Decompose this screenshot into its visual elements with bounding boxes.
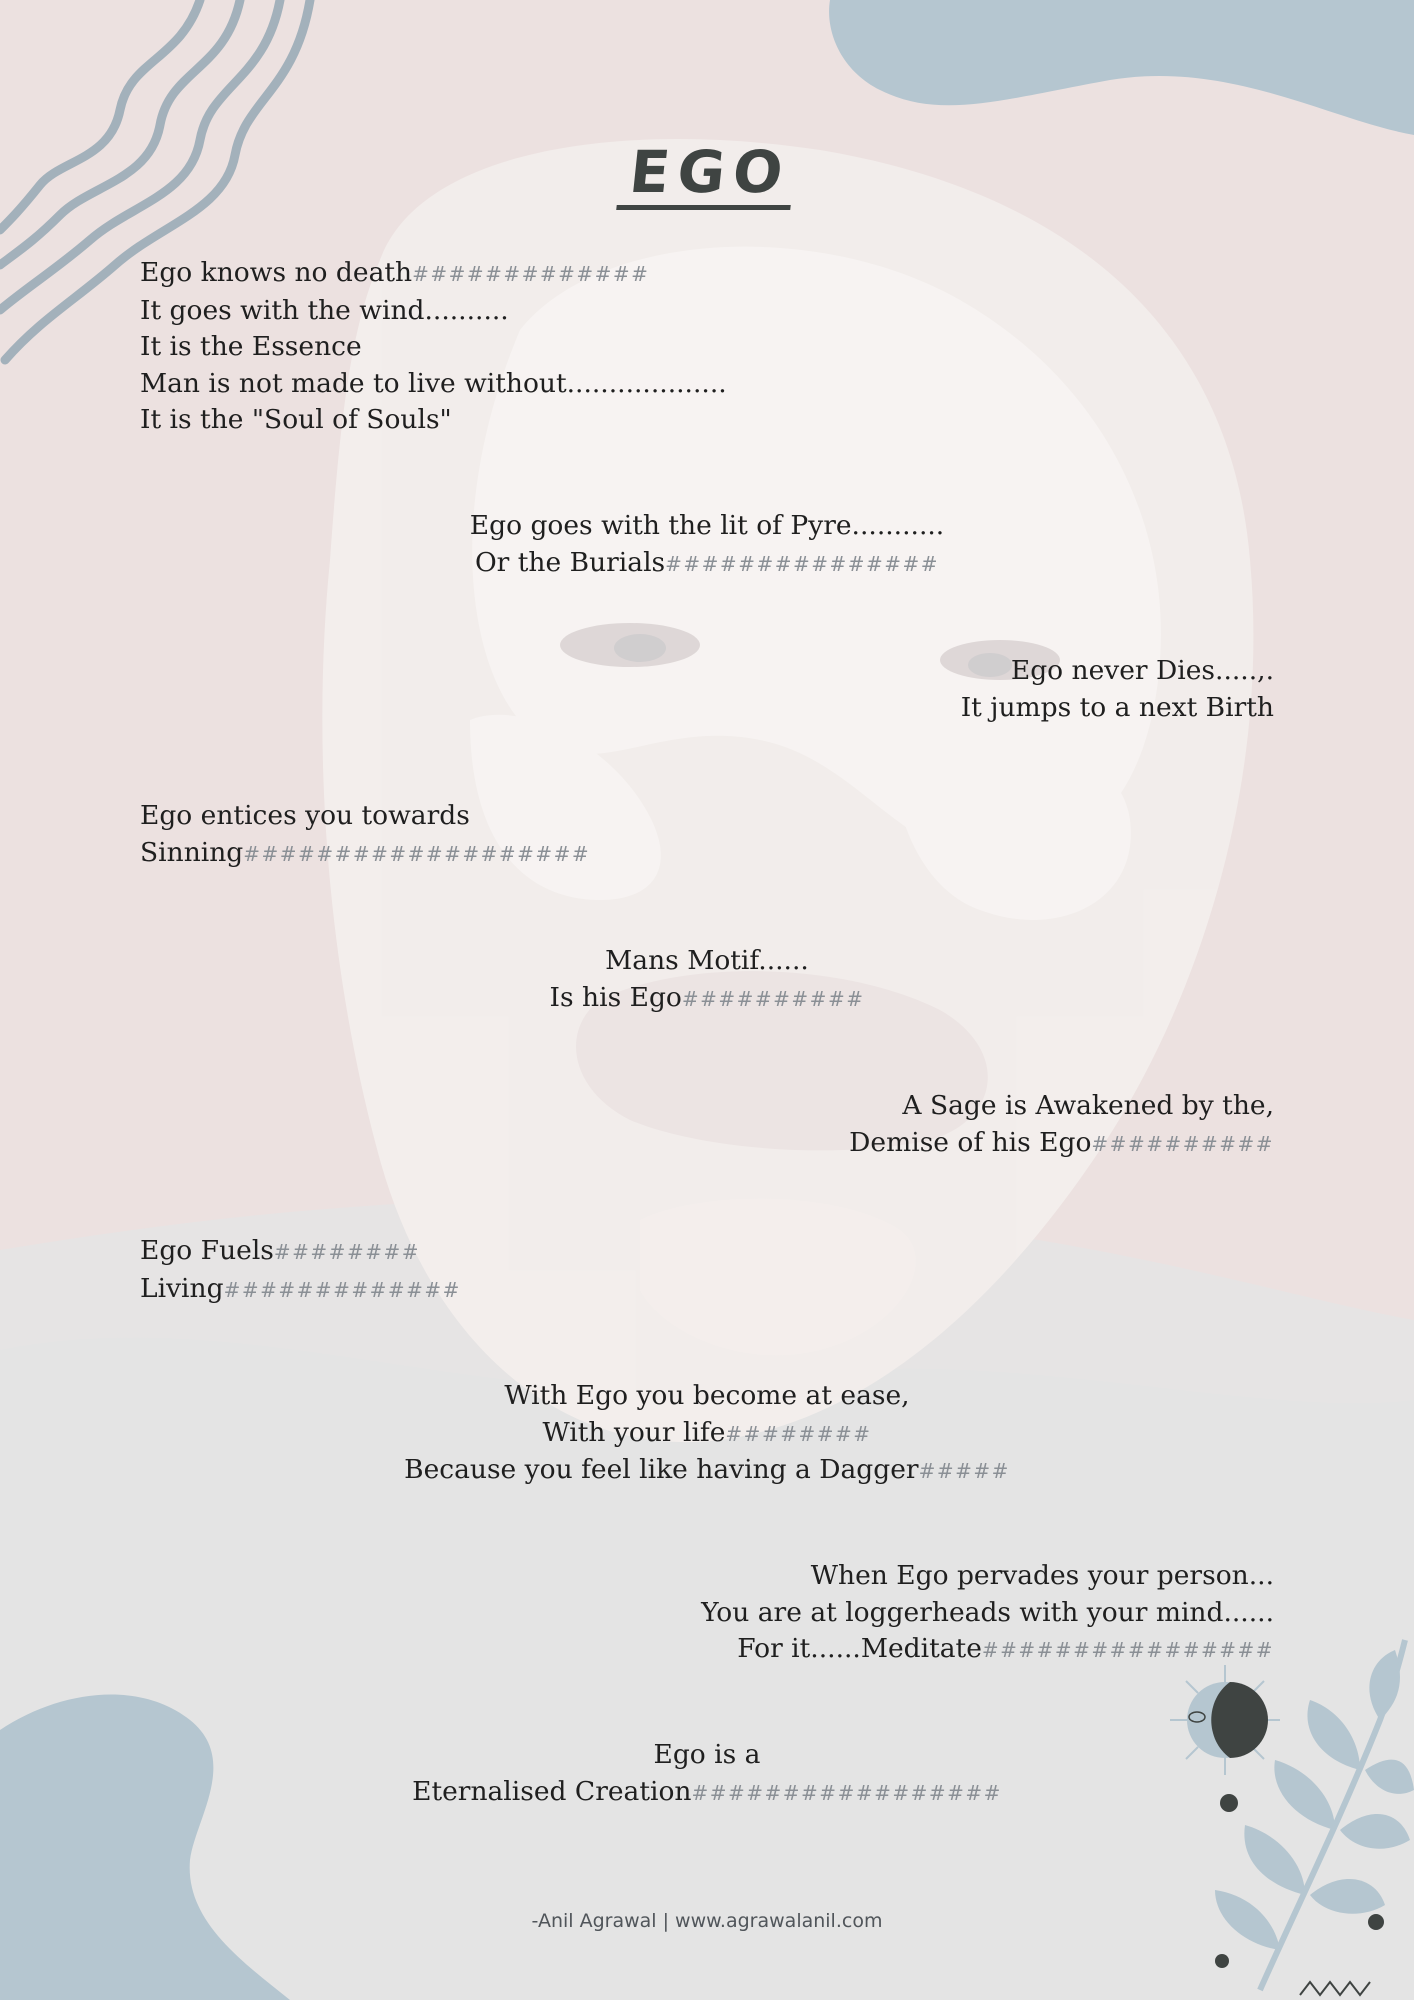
- line-text: For it......Meditate: [737, 1633, 982, 1664]
- line-text: Or the Burials: [474, 546, 666, 578]
- stanza-9: [701, 1558, 1274, 1669]
- line-text: Eternalised Creation: [412, 1775, 692, 1807]
- poem-line: [701, 1558, 1274, 1595]
- poem-line: [0, 943, 1414, 980]
- hash-marks: ##########: [681, 986, 865, 1011]
- hash-marks: ########: [725, 1421, 872, 1446]
- poem-line: [0, 1737, 1414, 1774]
- stanza-3: [961, 653, 1274, 726]
- line-text: It is the "Soul of Souls": [140, 404, 452, 435]
- stanza-4: [140, 798, 590, 872]
- hash-marks: #############: [412, 262, 650, 286]
- poem-line: [701, 1631, 1274, 1669]
- line-text: Ego never Dies.....,.: [1010, 655, 1274, 686]
- line-text: It is the Essence: [140, 331, 362, 362]
- poem-line: [849, 1125, 1274, 1163]
- line-text: It goes with the wind..........: [140, 294, 509, 326]
- hash-marks: ###################: [243, 841, 591, 866]
- hash-marks: ###############: [665, 551, 940, 576]
- poem-line: [140, 329, 727, 366]
- line-text: When Ego pervades your person...: [810, 1560, 1274, 1591]
- stanza-7: [140, 1233, 461, 1308]
- line-text: Sinning: [140, 836, 244, 868]
- hash-marks: ################: [981, 1638, 1274, 1662]
- line-text: Because you feel like having a Dagger: [404, 1454, 919, 1485]
- poem-line: [0, 1378, 1414, 1415]
- line-text: Ego knows no death: [140, 257, 413, 288]
- line-text: A Sage is Awakened by the,: [902, 1090, 1274, 1121]
- stanza-6: [849, 1088, 1274, 1162]
- line-text: Demise of his Ego: [849, 1126, 1092, 1158]
- hash-marks: ########: [273, 1240, 420, 1264]
- hash-marks: #################: [691, 1780, 1002, 1805]
- poem-line: [0, 508, 1414, 545]
- poem-line: [961, 690, 1274, 727]
- line-text: Man is not made to live without...................: [140, 367, 727, 399]
- line-text: Is his Ego: [549, 981, 682, 1013]
- stanza-10: [0, 1737, 1414, 1811]
- line-text: Ego entices you towards: [140, 800, 470, 831]
- hash-marks: #####: [918, 1459, 1010, 1483]
- line-text: You are at loggerheads with your mind......: [701, 1596, 1274, 1628]
- stanza-2: [0, 508, 1414, 582]
- line-text: Living: [140, 1272, 224, 1304]
- poem-line: [701, 1595, 1274, 1632]
- line-text: With your life: [542, 1416, 726, 1448]
- stanza-1: [140, 255, 727, 439]
- poem-line: [849, 1088, 1274, 1125]
- poem-line: [140, 798, 590, 835]
- poem-line: [140, 402, 727, 439]
- line-text: Mans Motif......: [605, 945, 809, 976]
- hash-marks: ##########: [1091, 1131, 1274, 1156]
- poem-line: [140, 1271, 461, 1309]
- stanza-5: [0, 943, 1414, 1017]
- line-text: Ego is a: [653, 1739, 761, 1770]
- hash-marks: #############: [223, 1277, 461, 1302]
- line-text: Ego goes with the lit of Pyre...........: [469, 510, 945, 541]
- poem-line: [0, 545, 1414, 583]
- poem-line: [140, 835, 590, 873]
- stanza-8: [0, 1378, 1414, 1490]
- line-text: With Ego you become at ease,: [504, 1380, 910, 1411]
- poem-line: [140, 366, 727, 403]
- poem-line: [140, 1233, 461, 1271]
- poem-line: [140, 255, 727, 293]
- author-footer: -Anil Agrawal | www.agrawalanil.com: [531, 1910, 883, 1932]
- poem-line: [961, 653, 1274, 690]
- line-text: Ego Fuels: [140, 1235, 274, 1266]
- poem-line: [0, 1774, 1414, 1812]
- poem-line: [140, 293, 727, 330]
- line-text: It jumps to a next Birth: [960, 691, 1274, 723]
- poem-line: [0, 1415, 1414, 1453]
- poem-line: [0, 980, 1414, 1018]
- poem-line: [0, 1452, 1414, 1490]
- poem-title: EGO: [0, 138, 1414, 210]
